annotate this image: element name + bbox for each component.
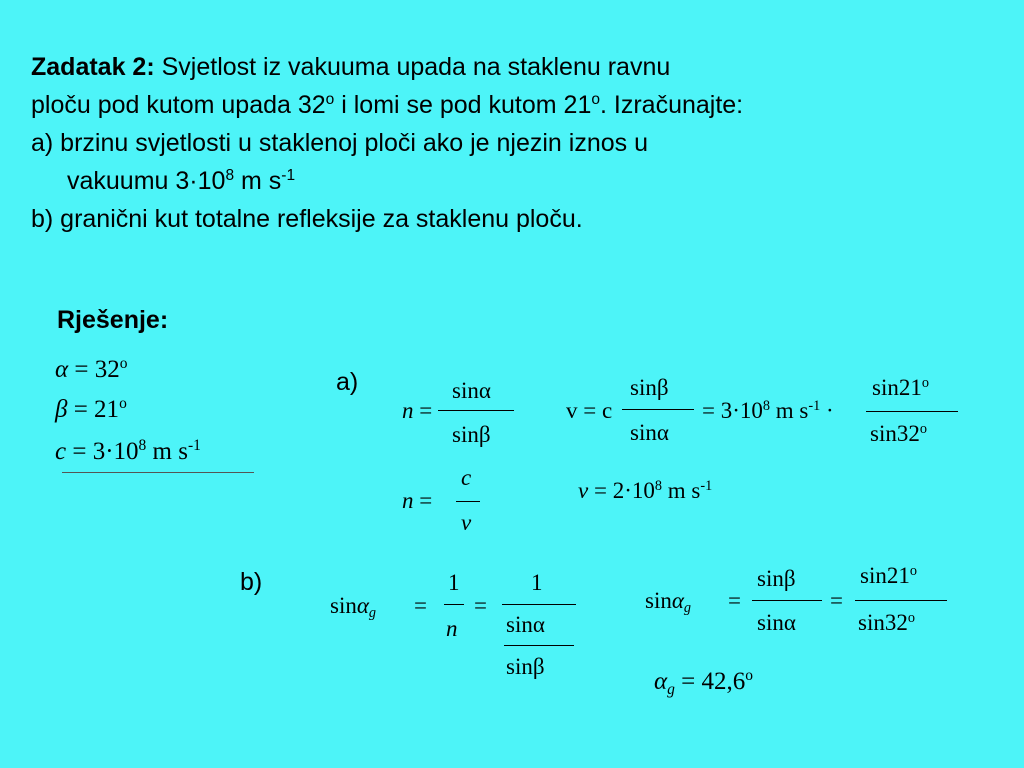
- result-v-value: = 2·10: [588, 478, 655, 503]
- exponent-sup: -1: [700, 478, 713, 495]
- degree-sup: o: [909, 563, 917, 580]
- result-alpha-g: [654, 668, 753, 696]
- alpha-symbol: α: [671, 588, 684, 613]
- exponent-sup: -1: [187, 437, 201, 455]
- formula-n2-lhs: n =: [402, 488, 433, 513]
- task-text-1: Svjetlost iz vakuuma upada na staklenu ravnu: [161, 53, 671, 81]
- sin-text: sin: [645, 588, 672, 613]
- den1-text: n: [446, 616, 458, 641]
- task-text-2b: i lomi se pod kutom 21: [334, 91, 592, 119]
- v-eq: = 3·10: [702, 398, 763, 423]
- alpha-symbol: α: [356, 593, 369, 618]
- formula-b2-num3: sinβ: [757, 566, 796, 591]
- formula-b1-eq1: =: [414, 593, 427, 618]
- task-text-4b: m s: [234, 167, 282, 195]
- formula-n2-den: [461, 510, 471, 536]
- num4-text: sin21: [860, 563, 910, 588]
- formula-b1-eq2: =: [474, 593, 487, 618]
- degree-sup: o: [119, 355, 128, 373]
- formula-b2-num4: [860, 563, 917, 589]
- task-text-2c: . Izračunajte:: [600, 91, 744, 119]
- part-a-label: a): [336, 368, 359, 396]
- given-c: [55, 438, 201, 466]
- result-v-unit: m s: [661, 478, 701, 503]
- fraction-bar: [438, 410, 514, 411]
- given-c-unit: m s: [146, 438, 188, 465]
- task-line-3: a) brzinu svjetlosti u staklenoj ploči ako je njezin iznos u: [31, 129, 648, 157]
- degree-sup: o: [591, 91, 600, 109]
- fraction-bar: [855, 600, 947, 601]
- formula-n1-lhs: n =: [402, 398, 433, 423]
- exponent-sup: 8: [654, 478, 662, 495]
- beta-symbol: β: [55, 396, 68, 423]
- subscript-g: g: [667, 680, 675, 698]
- exponent-sup: 8: [762, 398, 771, 415]
- formula-b1-num1: 1: [448, 570, 460, 595]
- exponent-sup: -1: [281, 167, 296, 185]
- formula-v-value: [702, 398, 834, 424]
- given-beta: [55, 396, 127, 424]
- sin-text: sin: [330, 593, 357, 618]
- given-c-value: = 3·10: [66, 438, 139, 465]
- given-alpha: [55, 356, 127, 384]
- formula-b1-den2-bottom: sinβ: [506, 654, 545, 679]
- v-unit: m s: [770, 398, 809, 423]
- fraction-bar: [456, 501, 480, 502]
- v-num2-text: sin21: [872, 375, 922, 400]
- formula-b2-lhs: [645, 588, 692, 617]
- task-line-1: [31, 48, 1016, 86]
- formula-v-den: sinα: [630, 420, 669, 445]
- n2-num-text: c: [461, 465, 472, 490]
- given-beta-value: = 21: [67, 396, 120, 423]
- task-heading: Zadatak 2:: [31, 53, 155, 81]
- exponent-sup: 8: [138, 437, 147, 455]
- fraction-bar-inner: [504, 645, 574, 646]
- subscript-g: g: [368, 605, 377, 622]
- degree-sup: o: [919, 421, 927, 438]
- formula-v-num2: [872, 375, 929, 401]
- exponent-sup: 8: [225, 167, 235, 185]
- formula-n2-num: [461, 465, 471, 491]
- c-symbol: c: [55, 438, 67, 465]
- fraction-bar: [502, 604, 576, 605]
- formula-v-lhs: v = c: [566, 398, 613, 423]
- result-v: [578, 478, 712, 504]
- fraction-bar: [752, 600, 822, 601]
- solution-title: Rješenje:: [57, 306, 169, 334]
- exponent-sup: -1: [808, 398, 821, 415]
- formula-b2-eq3: =: [728, 588, 741, 613]
- formula-b2-den3: sinα: [757, 610, 796, 635]
- formula-b1-num2: 1: [531, 570, 543, 595]
- v-den2-text: sin32: [870, 421, 920, 446]
- alpha-symbol: α: [55, 356, 69, 383]
- n2-den-text: v: [461, 510, 472, 535]
- alpha-symbol: α: [654, 668, 668, 695]
- given-alpha-value: = 32: [68, 356, 120, 383]
- den4-text: sin32: [858, 610, 908, 635]
- fraction-bar: [444, 604, 464, 605]
- degree-sup: o: [119, 395, 127, 413]
- task-line-5: b) granični kut totalne refleksije za staklenu ploču.: [31, 205, 583, 233]
- formula-b2-eq4: =: [830, 588, 843, 613]
- formula-b2-den4: [858, 610, 915, 636]
- formula-n1-den: sinβ: [452, 422, 491, 447]
- degree-sup: o: [921, 375, 929, 392]
- formula-b1-den1: [446, 616, 458, 642]
- v-symbol: v: [578, 478, 589, 503]
- part-b-label: b): [240, 568, 263, 596]
- task-text-2a: ploču pod kutom upada 32: [31, 91, 326, 119]
- given-underline: [62, 472, 254, 473]
- degree-sup: o: [325, 91, 335, 109]
- task-line-2: [31, 86, 1016, 124]
- formula-n1-num: sinα: [452, 378, 491, 403]
- task-statement: [31, 48, 1016, 238]
- formula-v-num: sinβ: [630, 375, 669, 400]
- subscript-g: g: [683, 600, 692, 617]
- fraction-bar: [622, 409, 694, 410]
- task-line-4: [31, 162, 1016, 200]
- degree-sup: o: [907, 610, 915, 627]
- task-text-4a: vakuumu 3·10: [67, 167, 226, 195]
- formula-b1-den2-top: sinα: [506, 612, 545, 637]
- fraction-bar: [866, 411, 958, 412]
- multiply-dot: ·: [825, 398, 834, 423]
- formula-b1-lhs: [330, 593, 377, 622]
- formula-v-den2: [870, 421, 927, 447]
- result-alpha-value: = 42,6: [674, 668, 746, 695]
- degree-sup: o: [745, 667, 753, 685]
